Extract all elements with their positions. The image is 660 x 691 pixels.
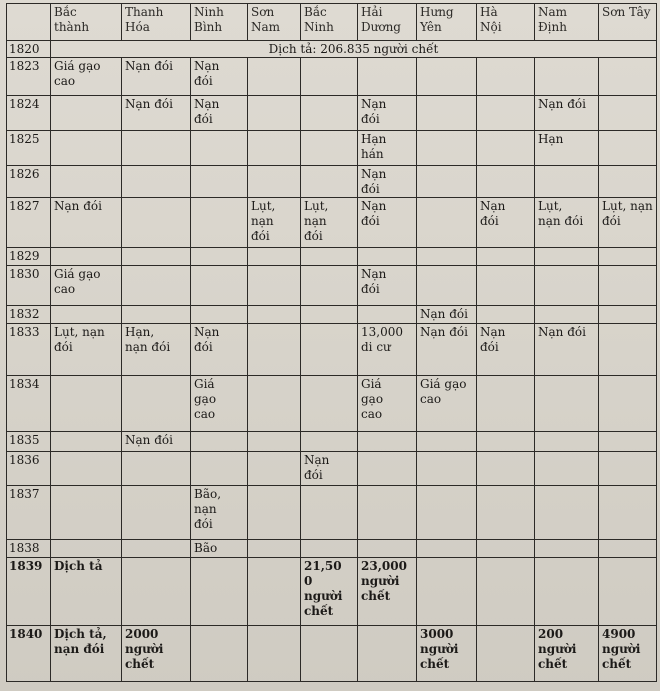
table-cell — [301, 306, 358, 324]
table-cell — [417, 131, 477, 166]
table-cell — [599, 266, 657, 306]
table-cell — [535, 248, 599, 266]
table-cell — [599, 540, 657, 558]
table-cell — [301, 266, 358, 306]
year-cell: 1838 — [7, 540, 51, 558]
table-row — [7, 324, 657, 376]
table-cell — [477, 432, 535, 452]
table-cell — [248, 248, 301, 266]
table-cell: Dịch tả — [51, 558, 122, 626]
table-cell: Hạn hán — [358, 131, 417, 166]
table-row-1820 — [7, 41, 657, 58]
table-cell — [417, 266, 477, 306]
table-row — [7, 452, 657, 486]
table-cell: Nạn đói — [191, 96, 248, 131]
table-cell — [477, 452, 535, 486]
table-cell — [248, 486, 301, 540]
table-cell — [248, 626, 301, 682]
table-cell — [477, 486, 535, 540]
table-cell — [51, 540, 122, 558]
table-cell — [358, 432, 417, 452]
table-cell — [191, 248, 248, 266]
table-cell — [535, 540, 599, 558]
table-cell — [358, 452, 417, 486]
table-row — [7, 248, 657, 266]
year-cell: 1830 — [7, 266, 51, 306]
table-cell: Hạn — [535, 131, 599, 166]
table-row — [7, 58, 657, 96]
table-cell — [599, 248, 657, 266]
table-cell — [248, 96, 301, 131]
table-cell — [301, 166, 358, 198]
table-cell — [477, 131, 535, 166]
table-cell: Nạn đói — [122, 432, 191, 452]
table-cell: Dịch tả, nạn đói — [51, 626, 122, 682]
table-row — [7, 306, 657, 324]
table-cell — [248, 324, 301, 376]
table-cell: Nạn đói — [122, 96, 191, 131]
table-row — [7, 166, 657, 198]
table-cell — [191, 432, 248, 452]
year-cell: 1835 — [7, 432, 51, 452]
disaster-table — [6, 3, 657, 682]
table-cell — [599, 96, 657, 131]
table-cell: 23,000 người chết — [358, 558, 417, 626]
table-cell — [122, 198, 191, 248]
table-cell — [51, 248, 122, 266]
table-cell — [301, 486, 358, 540]
year-cell: 1829 — [7, 248, 51, 266]
table-cell — [191, 131, 248, 166]
year-cell: 1833 — [7, 324, 51, 376]
table-cell — [301, 96, 358, 131]
table-cell — [477, 626, 535, 682]
table-cell: Lụt, nạn đói — [301, 198, 358, 248]
header-cell: Thanh Hóa — [122, 4, 191, 41]
table-cell — [248, 540, 301, 558]
table-cell — [417, 452, 477, 486]
table-cell — [301, 324, 358, 376]
table-cell — [477, 306, 535, 324]
table-row — [7, 96, 657, 131]
table-cell: Nạn đói — [301, 452, 358, 486]
year-cell: 1827 — [7, 198, 51, 248]
table-cell — [248, 432, 301, 452]
table-cell — [535, 166, 599, 198]
table-cell — [417, 486, 477, 540]
table-cell: Nạn đói — [358, 266, 417, 306]
table-cell — [599, 166, 657, 198]
table-cell — [535, 376, 599, 432]
table-cell — [358, 540, 417, 558]
table-cell: Nạn đói — [477, 198, 535, 248]
table-cell: 200 người chết — [535, 626, 599, 682]
table-cell — [191, 198, 248, 248]
table-cell — [122, 306, 191, 324]
table-cell — [358, 248, 417, 266]
table-cell — [248, 558, 301, 626]
table-row — [7, 131, 657, 166]
table-cell — [535, 432, 599, 452]
table-cell — [51, 432, 122, 452]
table-cell: Nạn đói — [122, 58, 191, 96]
table-cell — [51, 376, 122, 432]
table-cell — [417, 96, 477, 131]
table-row — [7, 486, 657, 540]
table-cell — [477, 96, 535, 131]
table-cell: Nạn đói — [358, 96, 417, 131]
table-cell — [51, 306, 122, 324]
table-cell — [358, 626, 417, 682]
year-cell: 1840 — [7, 626, 51, 682]
table-cell: Lụt, nạn đói — [599, 198, 657, 248]
header-cell: Sơn Tây — [599, 4, 657, 41]
header-cell: Bắc thành — [51, 4, 122, 41]
table-cell — [358, 306, 417, 324]
table-cell — [248, 131, 301, 166]
table-cell — [535, 486, 599, 540]
table-cell — [599, 131, 657, 166]
table-cell — [599, 376, 657, 432]
table-cell — [599, 58, 657, 96]
table-cell: 4900 người chết — [599, 626, 657, 682]
table-cell: Giá gạo cao — [191, 376, 248, 432]
table-cell: 2000 người chết — [122, 626, 191, 682]
header-row — [7, 4, 657, 41]
header-cell: Hải Dương — [358, 4, 417, 41]
table-cell: Nạn đói — [358, 166, 417, 198]
table-cell — [417, 198, 477, 248]
table-row — [7, 376, 657, 432]
table-cell — [122, 486, 191, 540]
header-cell: Hưng Yên — [417, 4, 477, 41]
table-cell — [358, 486, 417, 540]
year-cell: 1823 — [7, 58, 51, 96]
year-cell: 1836 — [7, 452, 51, 486]
table-cell — [477, 58, 535, 96]
table-cell — [535, 452, 599, 486]
table-cell — [417, 248, 477, 266]
table-cell — [191, 626, 248, 682]
table-cell — [122, 376, 191, 432]
table-cell — [417, 540, 477, 558]
table-cell — [301, 58, 358, 96]
table-cell: Nạn đói — [191, 58, 248, 96]
table-cell — [301, 248, 358, 266]
table-cell — [477, 166, 535, 198]
table-cell — [477, 558, 535, 626]
table-cell — [122, 558, 191, 626]
table-cell — [301, 376, 358, 432]
cholera-summary-cell: Dịch tả: 206.835 người chết — [51, 41, 657, 58]
table-cell — [122, 131, 191, 166]
table-cell — [301, 131, 358, 166]
table-cell: 21,50 0 người chết — [301, 558, 358, 626]
year-cell: 1834 — [7, 376, 51, 432]
table-cell: Hạn, nạn đói — [122, 324, 191, 376]
table-cell: Giá gạo cao — [358, 376, 417, 432]
table-cell — [417, 58, 477, 96]
table-cell: Lụt, nạn đói — [51, 324, 122, 376]
table-cell — [51, 131, 122, 166]
header-cell: Nam Định — [535, 4, 599, 41]
table-cell — [535, 266, 599, 306]
table-cell: Nạn đói — [51, 198, 122, 248]
table-cell: Bão — [191, 540, 248, 558]
table-cell — [248, 58, 301, 96]
table-cell — [417, 558, 477, 626]
table-row — [7, 432, 657, 452]
table-cell: Nạn đói — [477, 324, 535, 376]
table-cell — [535, 58, 599, 96]
table-cell — [248, 306, 301, 324]
table-cell: Nạn đói — [191, 324, 248, 376]
table-cell — [51, 452, 122, 486]
header-cell: Sơn Nam — [248, 4, 301, 41]
table-cell: Nạn đói — [358, 198, 417, 248]
table-cell — [122, 452, 191, 486]
table-row — [7, 198, 657, 248]
table-cell — [191, 266, 248, 306]
table-cell — [51, 166, 122, 198]
table-cell: 3000 người chết — [417, 626, 477, 682]
table-cell: Nạn đói — [417, 324, 477, 376]
table-cell — [122, 540, 191, 558]
table-cell — [477, 266, 535, 306]
table-cell: Nạn đói — [417, 306, 477, 324]
table-cell — [191, 558, 248, 626]
table-row — [7, 558, 657, 626]
table-cell — [301, 432, 358, 452]
table-cell — [122, 248, 191, 266]
table-cell — [51, 96, 122, 131]
table-cell — [599, 452, 657, 486]
table-cell — [599, 306, 657, 324]
table-cell — [417, 166, 477, 198]
table-cell: Nạn đói — [535, 324, 599, 376]
table-cell — [51, 486, 122, 540]
table-cell: Nạn đói — [535, 96, 599, 131]
table-row — [7, 540, 657, 558]
table-cell — [477, 540, 535, 558]
table-cell — [191, 166, 248, 198]
table-cell — [191, 306, 248, 324]
year-cell: 1832 — [7, 306, 51, 324]
table-cell: Lụt, nạn đói — [535, 198, 599, 248]
table-cell — [599, 324, 657, 376]
year-cell: 1825 — [7, 131, 51, 166]
table-cell — [535, 558, 599, 626]
table-cell: Giá gạo cao — [51, 266, 122, 306]
table-row — [7, 266, 657, 306]
table-cell — [599, 558, 657, 626]
table-cell — [248, 452, 301, 486]
table-row — [7, 626, 657, 682]
table-cell — [417, 432, 477, 452]
table-cell: Giá gạo cao — [51, 58, 122, 96]
table-cell — [248, 166, 301, 198]
table-cell: Lụt, nạn đói — [248, 198, 301, 248]
table-cell — [599, 486, 657, 540]
header-cell: Ninh Bình — [191, 4, 248, 41]
table-cell: Giá gạo cao — [417, 376, 477, 432]
year-cell: 1839 — [7, 558, 51, 626]
table-cell: 13,000 di cư — [358, 324, 417, 376]
table-cell — [122, 266, 191, 306]
year-cell: 1826 — [7, 166, 51, 198]
table-cell — [248, 266, 301, 306]
table-cell — [248, 376, 301, 432]
year-cell: 1837 — [7, 486, 51, 540]
table-cell — [301, 626, 358, 682]
table-cell — [477, 248, 535, 266]
header-cell — [7, 4, 51, 41]
header-cell: Bắc Ninh — [301, 4, 358, 41]
table-cell — [358, 58, 417, 96]
table-cell — [477, 376, 535, 432]
table-cell: Bão, nạn đói — [191, 486, 248, 540]
table-cell — [301, 540, 358, 558]
year-cell: 1824 — [7, 96, 51, 131]
year-cell: 1820 — [7, 41, 51, 58]
table-cell — [535, 306, 599, 324]
table-cell — [599, 432, 657, 452]
header-cell: Hà Nội — [477, 4, 535, 41]
table-cell — [191, 452, 248, 486]
table-cell — [122, 166, 191, 198]
